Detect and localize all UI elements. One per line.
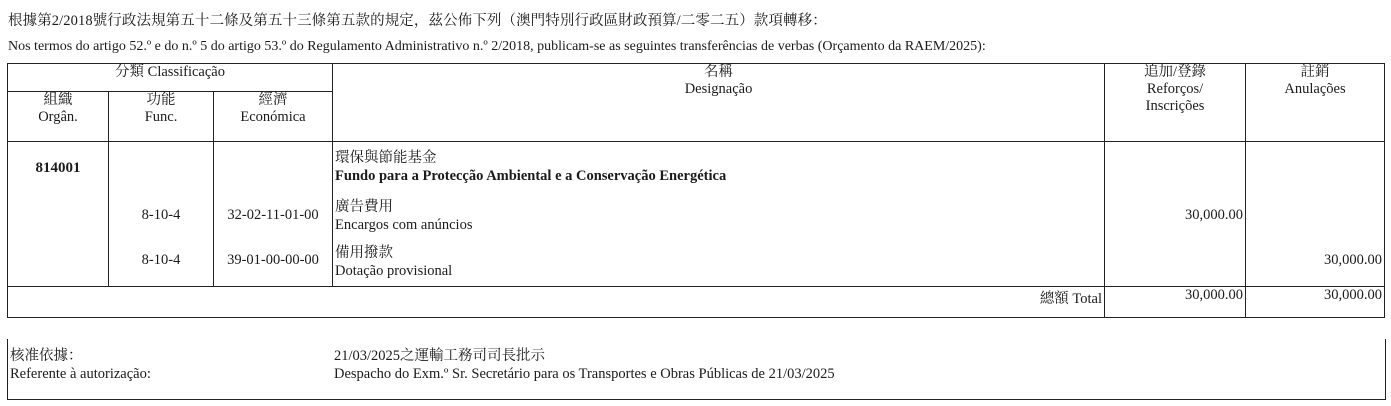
func-cell (109, 142, 214, 287)
reforcos-cell (1105, 142, 1246, 287)
organ-cell (8, 142, 109, 287)
authorization-value-pt: Despacho do Exm.º Sr. Secretário para os Transportes e Obras Públicas de 21/03/2025 (334, 366, 835, 382)
row2-func: 8-10-4 (141, 252, 181, 268)
func-header: 功能 Func. (109, 92, 214, 142)
total-label: 總額 Total (8, 287, 1105, 318)
classification-header: 分類 Classificação (8, 64, 333, 92)
row1-econ: 32-02-11-01-00 (227, 207, 319, 223)
row1-name-zh: 廣告費用 (335, 199, 394, 215)
total-anulacoes: 30,000.00 (1246, 287, 1385, 318)
intro-portuguese: Nos termos do artigo 52.º e do n.º 5 do artigo 53.º do Regulamento Administrativo n.º 2/2018, publicam-se as seguintes transferências de verbas (Orçamento da RAEM/2025): (8, 39, 986, 54)
organ-header: 組織 Orgân. (8, 92, 109, 142)
row2-name-pt: Dotação provisional (335, 263, 453, 279)
authorization-section (7, 339, 1386, 400)
row1-func: 8-10-4 (141, 207, 181, 223)
anulacoes-cell (1246, 142, 1385, 287)
intro-chinese: 根據第2/2018號行政法規第五十二條及第五十三條第五款的規定，茲公佈下列（澳門特別行政區財政預算/二零二五）款項轉移： (8, 13, 827, 29)
row2-name-zh: 備用撥款 (335, 245, 394, 261)
transfer-table (7, 63, 1385, 318)
authorization-label-pt: Referente à autorização: (10, 366, 151, 382)
econ-cell (214, 142, 333, 287)
designation-header: 名稱 Designação (333, 64, 1105, 142)
row2-econ: 39-01-00-00-00 (227, 252, 319, 268)
total-reforcos: 30,000.00 (1105, 287, 1246, 318)
organ-code: 814001 (35, 160, 81, 176)
row2-anulacoes: 30,000.00 (1324, 252, 1383, 268)
row1-reforcos: 30,000.00 (1185, 207, 1244, 223)
authorization-label-zh: 核准依據： (10, 348, 83, 364)
reforcos-header: 追加/登錄 Reforços/ Inscrições (1105, 64, 1246, 142)
entity-name-zh: 環保與節能基金 (335, 150, 437, 166)
authorization-value-zh: 21/03/2025之運輸工務司司長批示 (334, 348, 546, 364)
entity-name-pt: Fundo para a Protecção Ambiental e a Conservação Energética (335, 168, 727, 184)
designation-cell (333, 142, 1105, 287)
anulacoes-header: 註銷 Anulações (1246, 64, 1385, 142)
row1-name-pt: Encargos com anúncios (335, 217, 473, 233)
econ-header: 經濟 Económica (214, 92, 333, 142)
